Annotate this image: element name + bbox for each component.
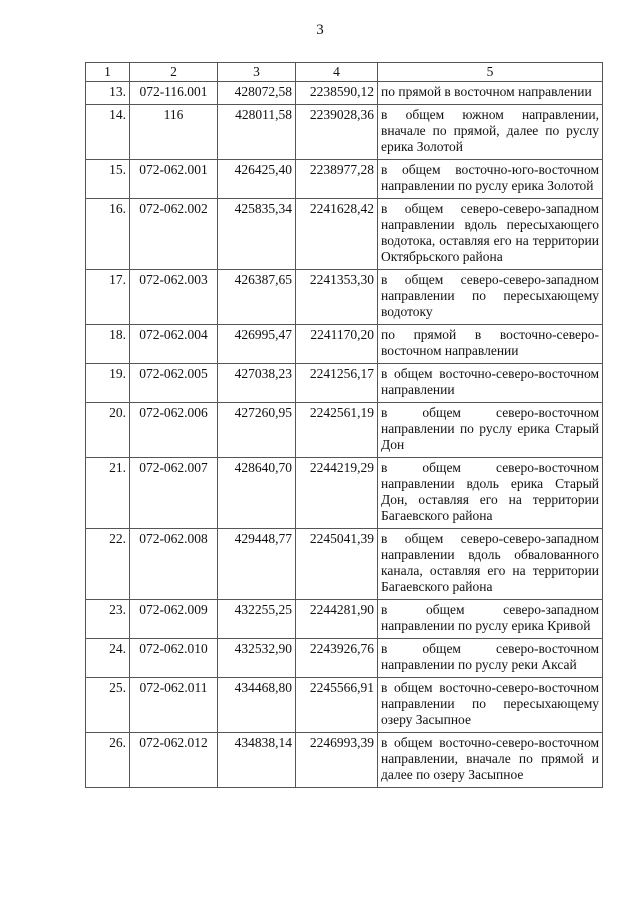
row-number: 17. xyxy=(86,270,130,325)
table-row xyxy=(86,325,603,364)
row-number: 25. xyxy=(86,678,130,733)
boundary-description: в общем северо-восточном направлении вдоль ерика Старый Дон, оставляя его на территории Багаевского района xyxy=(378,458,603,529)
y-coordinate: 2242561,19 xyxy=(296,403,378,458)
y-coordinate: 2245566,91 xyxy=(296,678,378,733)
y-coordinate: 2241256,17 xyxy=(296,364,378,403)
point-code: 072-062.007 xyxy=(130,458,218,529)
x-coordinate: 428072,58 xyxy=(218,82,296,105)
boundary-description: в общем восточно-северо-восточном направлении, вначале по прямой и далее по озеру Засыпное xyxy=(378,733,603,788)
y-coordinate: 2239028,36 xyxy=(296,105,378,160)
boundary-description: в общем северо-западном направлении по руслу ерика Кривой xyxy=(378,600,603,639)
row-number: 22. xyxy=(86,529,130,600)
x-coordinate: 432532,90 xyxy=(218,639,296,678)
table-row xyxy=(86,733,603,788)
y-coordinate: 2241170,20 xyxy=(296,325,378,364)
table-row xyxy=(86,160,603,199)
boundary-description: в общем южном направлении, вначале по прямой, далее по руслу ерика Золотой xyxy=(378,105,603,160)
x-coordinate: 426425,40 xyxy=(218,160,296,199)
y-coordinate: 2241353,30 xyxy=(296,270,378,325)
x-coordinate: 426387,65 xyxy=(218,270,296,325)
boundary-description: в общем северо-северо-западном направлении по пересыхающему водотоку xyxy=(378,270,603,325)
row-number: 23. xyxy=(86,600,130,639)
row-number: 18. xyxy=(86,325,130,364)
row-number: 24. xyxy=(86,639,130,678)
x-coordinate: 428640,70 xyxy=(218,458,296,529)
boundary-description: по прямой в восточно-северо-восточном направлении xyxy=(378,325,603,364)
y-coordinate: 2246993,39 xyxy=(296,733,378,788)
point-code: 072-062.008 xyxy=(130,529,218,600)
table-row xyxy=(86,270,603,325)
point-code: 116 xyxy=(130,105,218,160)
x-coordinate: 427260,95 xyxy=(218,403,296,458)
boundary-description: в общем северо-северо-западном направлении вдоль обвалованного канала, оставляя его на территории Багаевского района xyxy=(378,529,603,600)
table-row xyxy=(86,82,603,105)
point-code: 072-062.004 xyxy=(130,325,218,364)
table-row xyxy=(86,199,603,270)
point-code: 072-062.006 xyxy=(130,403,218,458)
row-number: 20. xyxy=(86,403,130,458)
boundary-description: в общем северо-северо-западном направлении вдоль пересыхающего водотока, оставляя его на территории Октябрьского района xyxy=(378,199,603,270)
header-cell-4: 4 xyxy=(296,63,378,82)
point-code: 072-062.003 xyxy=(130,270,218,325)
row-number: 21. xyxy=(86,458,130,529)
y-coordinate: 2244281,90 xyxy=(296,600,378,639)
table-row xyxy=(86,364,603,403)
point-code: 072-062.005 xyxy=(130,364,218,403)
y-coordinate: 2244219,29 xyxy=(296,458,378,529)
point-code: 072-062.010 xyxy=(130,639,218,678)
boundary-description: в общем восточно-северо-восточном направлении xyxy=(378,364,603,403)
point-code: 072-062.012 xyxy=(130,733,218,788)
row-number: 26. xyxy=(86,733,130,788)
row-number: 13. xyxy=(86,82,130,105)
boundary-description: в общем восточно-юго-восточном направлении по руслу ерика Золотой xyxy=(378,160,603,199)
x-coordinate: 434838,14 xyxy=(218,733,296,788)
boundary-table xyxy=(85,62,603,788)
point-code: 072-062.002 xyxy=(130,199,218,270)
header-cell-5: 5 xyxy=(378,63,603,82)
table-row xyxy=(86,600,603,639)
x-coordinate: 426995,47 xyxy=(218,325,296,364)
table-row xyxy=(86,105,603,160)
table-row xyxy=(86,403,603,458)
y-coordinate: 2241628,42 xyxy=(296,199,378,270)
table-row xyxy=(86,678,603,733)
point-code: 072-116.001 xyxy=(130,82,218,105)
x-coordinate: 434468,80 xyxy=(218,678,296,733)
y-coordinate: 2243926,76 xyxy=(296,639,378,678)
boundary-description: в общем северо-восточном направлении по руслу ерика Старый Дон xyxy=(378,403,603,458)
point-code: 072-062.009 xyxy=(130,600,218,639)
page-number: 3 xyxy=(316,22,324,38)
boundary-description: в общем восточно-северо-восточном направлении по пересыхающему озеру Засыпное xyxy=(378,678,603,733)
row-number: 16. xyxy=(86,199,130,270)
y-coordinate: 2238590,12 xyxy=(296,82,378,105)
boundary-description: в общем северо-восточном направлении по руслу реки Аксай xyxy=(378,639,603,678)
table-row xyxy=(86,458,603,529)
boundary-description: по прямой в восточном направлении xyxy=(378,82,603,105)
header-cell-2: 2 xyxy=(130,63,218,82)
point-code: 072-062.001 xyxy=(130,160,218,199)
point-code: 072-062.011 xyxy=(130,678,218,733)
row-number: 15. xyxy=(86,160,130,199)
y-coordinate: 2238977,28 xyxy=(296,160,378,199)
table-row xyxy=(86,639,603,678)
header-cell-1: 1 xyxy=(86,63,130,82)
y-coordinate: 2245041,39 xyxy=(296,529,378,600)
x-coordinate: 429448,77 xyxy=(218,529,296,600)
x-coordinate: 432255,25 xyxy=(218,600,296,639)
x-coordinate: 428011,58 xyxy=(218,105,296,160)
table-header-row xyxy=(86,63,603,82)
header-cell-3: 3 xyxy=(218,63,296,82)
row-number: 14. xyxy=(86,105,130,160)
row-number: 19. xyxy=(86,364,130,403)
x-coordinate: 427038,23 xyxy=(218,364,296,403)
table-row xyxy=(86,529,603,600)
x-coordinate: 425835,34 xyxy=(218,199,296,270)
